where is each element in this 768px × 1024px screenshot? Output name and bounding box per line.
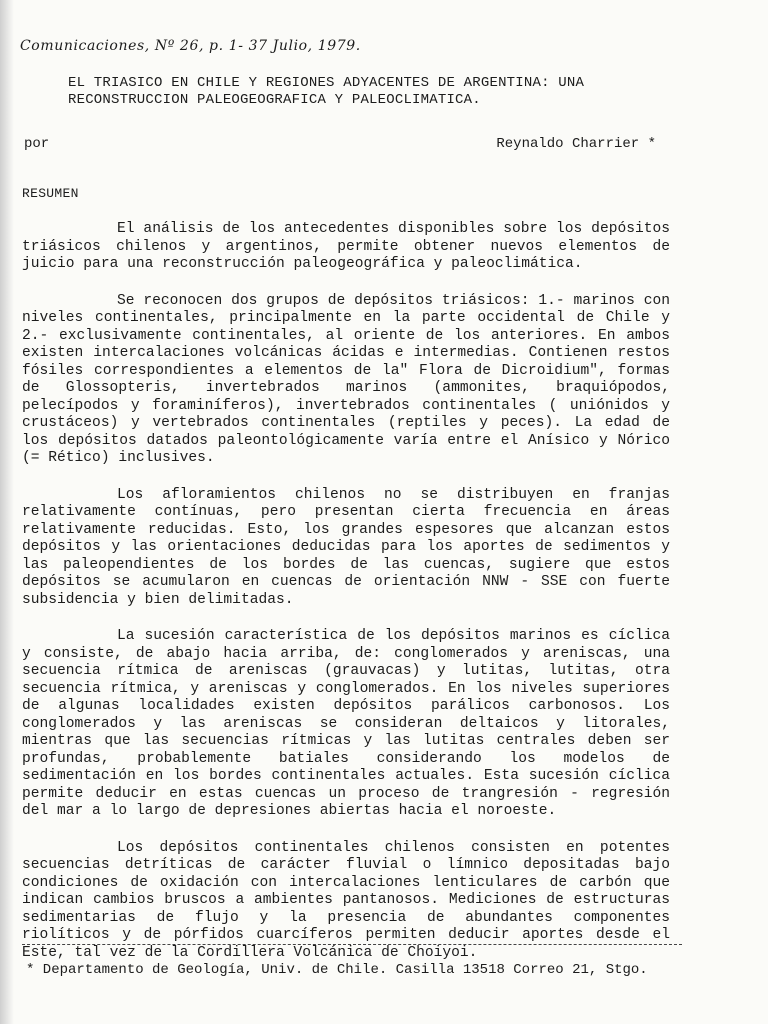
section-heading: RESUMEN — [22, 186, 79, 201]
author-affiliation-footnote: * Departamento de Geología, Univ. de Chile. Casilla 13518 Correo 21, Stgo. — [26, 962, 648, 978]
scan-edge-shadow — [0, 0, 14, 1024]
paragraph-3: Los afloramientos chilenos no se distribuyen en franjas relativamente contínuas, pero presentan cierta frecuencia en áreas relativamente reducidas. Esto, los grandes espesores que alcanzan estos depósitos y las orientaciones deducidas para los aportes de sedimentos y las paleopendientes de los bordes de las cuencas, sugiere que estos depósitos se acumularon en cuencas de orientación NNW - SSE con fuerte subsidencia y bien delimitadas. — [22, 486, 670, 608]
author-name: Reynaldo Charrier * — [496, 136, 656, 152]
title-line-1: EL TRIASICO EN CHILE Y REGIONES ADYACENTES DE ARGENTINA: UNA — [68, 75, 585, 91]
paper-title — [68, 75, 584, 109]
title-line-2: RECONSTRUCCION PALEOGEOGRAFICA Y PALEOCLIMATICA. — [68, 92, 481, 108]
paragraph-5: Los depósitos continentales chilenos consisten en potentes secuencias detríticas de carácter fluvial o límnico depositadas bajo condiciones de oxidación con intercalaciones lenticulares de carbón que indican cambios bruscos a ambientes pantanosos. Mediciones de estructuras sedimentarias de flujo y la presencia de abundantes componentes riolíticos y de pórfidos cuarcíferos permiten deducir aportes desde el Este, tal vez de la Cordillera Volcánica de Choiyoi. — [22, 839, 670, 961]
paragraph-1: El análisis de los antecedentes disponibles sobre los depósitos triásicos chilenos y argentinos, permite obtener nuevos elementos de juicio para una reconstrucción paleogeográfica y paleoclimática. — [22, 221, 670, 272]
paragraph-2: Se reconocen dos grupos de depósitos triásicos: 1.- marinos con niveles continentales, principalmente en la parte occidental de Chile y 2.- exclusivamente continentales, al oriente de los anteriores. En ambos existen intercalaciones volcánicas ácidas e intermedias. Contienen restos fósiles correspondientes a elementos de la" Flora de Dicroidium", formas de Glossopteris, invertebrados marinos (ammonites, braquiópodos, pelecípodos y foraminíferos), invertebrados continentales ( uniónidos y crustáceos) y vertebrados continentales (reptiles y peces). La edad de los depósitos datados paleontológicamente varía entre el Anísico y Nórico (= Rético) inclusives. — [22, 292, 670, 466]
footnote-divider — [22, 944, 682, 945]
abstract-body — [22, 221, 670, 981]
journal-citation: Comunicaciones, Nº 26, p. 1- 37 Julio, 1979. — [20, 38, 361, 54]
paragraph-4: La sucesión característica de los depósitos marinos es cíclica y consiste, de abajo hacia arriba, de: conglomerados y areniscas, una secuencia rítmica de areniscas (grauvacas) y lutitas, lutitas, otra secuencia rítmica, y areniscas y conglomerados. En los niveles superiores de algunas localidades existen depósitos parálicos carbonosos. Los conglomerados y las areniscas se consideran deltaicos y litorales, mientras que las secuencias rítmicas y las lutitas centrales deben ser profundas, probablemente batiales considerando los modelos de sedimentación en los bordes continentales actuales. Esta sucesión cíclica permite deducir en estas cuencas un proceso de trangresión - regresión del mar a lo largo de depresiones abiertas hacia el noroeste. — [22, 628, 670, 819]
by-label: por — [24, 136, 50, 152]
